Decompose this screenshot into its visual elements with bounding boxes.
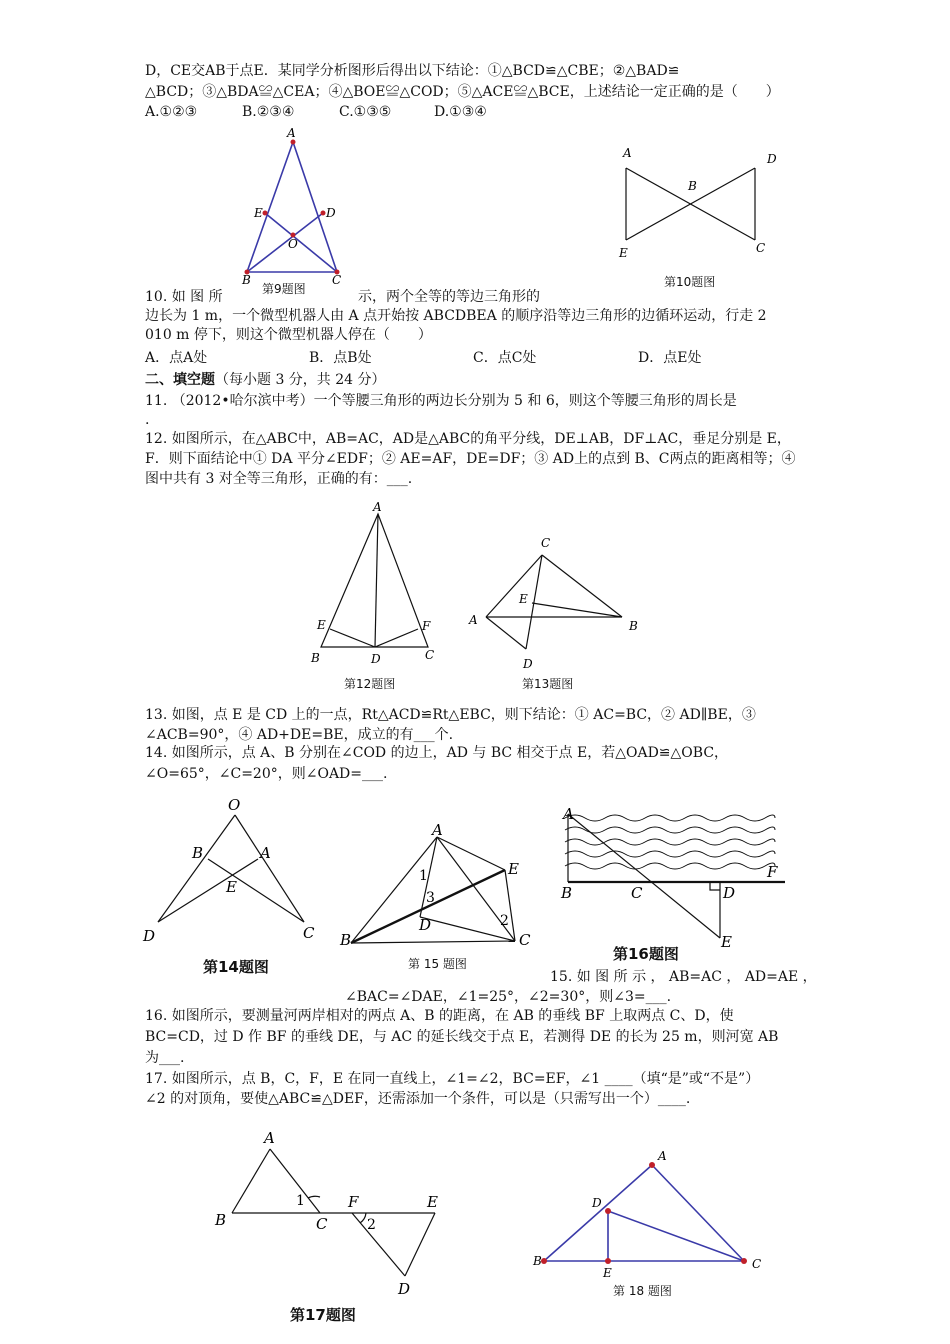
q13-segment-cd	[526, 555, 542, 649]
q10-line3: 010 m 停下，则这个微型机器人停在（ ）	[145, 327, 432, 343]
q13-line2: ∠ACB=90°，④ AD+DE=BE，成立的有___个.	[145, 727, 454, 743]
q9-label-b: B	[242, 273, 251, 287]
q9-line2: △BCD；③△BDA≌△CEA；④△BOE≌△COD；⑤△ACE≌△BCE，上述结论一定正确的是（ ）	[145, 84, 780, 100]
q17-label-angle1: 1	[296, 1193, 305, 1209]
q9-line1: D，CE交AB于点E．某同学分析图形后得出以下结论：①△BCD≌△CBE；②△BAD≌	[145, 63, 680, 79]
q17-label-f: F	[348, 1193, 359, 1211]
q9-point-a	[291, 140, 296, 145]
q12-label-d: D	[371, 652, 381, 666]
q16-label-b: B	[561, 884, 573, 902]
q14-ray-oc	[235, 815, 304, 922]
q17-line2: ∠2 的对顶角，要使△ABC≌△DEF，还需添加一个条件，可以是（只需写出一个）____.	[145, 1091, 691, 1107]
q16-segment-ae	[568, 814, 720, 938]
q13-segment-ad	[486, 617, 526, 649]
q17-angle2-arc	[360, 1213, 366, 1223]
q10-label-d: D	[767, 152, 777, 166]
q16-line1: 16. 如图所示，要测量河两岸相对的两点 A、B 的距离，在 AB 的垂线 BF 上取两点 C、D，使	[145, 1008, 734, 1024]
q16-label-a: A	[563, 805, 574, 823]
q17-figure	[210, 1125, 450, 1305]
q12-segment-df	[375, 629, 418, 647]
q10-caption: 第10题图	[664, 275, 716, 289]
q15-figure	[335, 822, 545, 957]
q18-figure	[530, 1150, 770, 1280]
q14-label-o: O	[228, 796, 241, 814]
q9-point-e	[263, 211, 268, 216]
q10-figure	[615, 140, 775, 270]
q18-label-c: C	[752, 1257, 762, 1271]
q15-label-c: C	[519, 931, 531, 949]
q18-label-a: A	[658, 1149, 667, 1163]
q12-triangle	[321, 514, 428, 647]
q12-caption: 第12题图	[344, 677, 396, 691]
q15-segment-bc	[351, 941, 515, 943]
q9-label-d: D	[326, 206, 336, 220]
q15-line1: 15. 如 图 所 示 ， AB=AC ， AD=AE ，	[550, 969, 817, 985]
q9-point-d	[321, 211, 326, 216]
q17-label-b: B	[215, 1211, 227, 1229]
q10-line2: 边长为 1 m，一个微型机器人由 A 点开始按 ABCDBEA 的顺序沿等边三角形的边循环运动，行走 2	[145, 308, 767, 324]
q10-label-b: B	[688, 179, 697, 193]
q10-options	[145, 348, 701, 368]
q12-segment-ad	[375, 514, 378, 647]
q18-label-b: B	[533, 1254, 542, 1268]
q12-line1: 12. 如图所示，在△ABC中，AB=AC，AD是△ABC的角平分线，DE⊥AB，DF⊥AC，垂足分别是 E，	[145, 431, 791, 447]
q18-segment-dc	[608, 1211, 744, 1261]
q17-label-a: A	[264, 1129, 275, 1147]
q10-option-c: C．点C处	[473, 350, 537, 366]
q16-river-waves	[565, 815, 775, 869]
q16-label-c: C	[631, 884, 643, 902]
q17-angle1-arc	[308, 1196, 320, 1198]
q10-label-a: A	[623, 146, 632, 160]
q10-label-c: C	[756, 241, 766, 255]
q12-label-b: B	[311, 651, 320, 665]
section2-note: （每小题 3 分，共 24 分）	[215, 372, 386, 388]
q9-label-o: O	[288, 237, 298, 251]
q9-option-d: D.①③④	[434, 104, 487, 120]
q10-label-e: E	[619, 246, 628, 260]
q14-line1: 14. 如图所示，点 A、B 分别在∠COD 的边上，AD 与 BC 相交于点 E，若△OAD≌△OBC，	[145, 745, 729, 761]
q11-line1: 11. （2012•哈尔滨中考）一个等腰三角形的两边长分别为 5 和 6，则这个等腰三角形的周长是	[145, 393, 737, 409]
q14-segment-da	[158, 859, 258, 922]
q13-caption: 第13题图	[522, 677, 574, 691]
q18-point-b	[541, 1258, 547, 1264]
q18-point-e	[605, 1258, 611, 1264]
q17-label-c: C	[316, 1215, 328, 1233]
q16-label-f: F	[767, 863, 778, 881]
q18-segment-ab	[544, 1165, 652, 1261]
q13-line1: 13. 如图，点 E 是 CD 上的一点，Rt△ACD≌Rt△EBC，则下结论：① AC=BC，② AD∥BE，③	[145, 707, 756, 723]
q12-figure	[305, 497, 445, 672]
q16-label-d: D	[723, 884, 736, 902]
q13-label-b: B	[629, 619, 638, 633]
q9-option-c: C.①③⑤	[339, 104, 392, 120]
q17-label-angle2: 2	[367, 1217, 376, 1233]
q13-figure	[465, 533, 645, 673]
q13-label-e: E	[519, 592, 528, 606]
q13-segment-eb	[532, 603, 622, 617]
q15-caption: 第 15 题图	[408, 957, 467, 971]
q10-option-a: A．点A处	[145, 350, 208, 366]
q15-label-e: E	[508, 860, 519, 878]
q18-label-e: E	[603, 1266, 612, 1280]
q18-point-d	[605, 1208, 611, 1214]
q14-label-b: B	[192, 844, 204, 862]
q10-option-b: B．点B处	[309, 350, 372, 366]
section2-title: 二、填空题	[145, 372, 215, 388]
q15-label-a: A	[432, 821, 443, 839]
q15-label-d: D	[419, 916, 432, 934]
q9-caption: 第9题图	[262, 282, 306, 296]
q15-segment-ae	[437, 837, 505, 870]
q9-label-e: E	[254, 206, 263, 220]
q14-label-a: A	[260, 844, 271, 862]
q9-option-b: B.②③④	[242, 104, 295, 120]
q17-segment-ed	[405, 1213, 435, 1276]
q10-option-d: D．点E处	[638, 350, 702, 366]
q12-line3: 图中共有 3 对全等三角形，正确的有：___.	[145, 471, 413, 487]
q9-label-c: C	[332, 273, 342, 287]
q18-segment-ac	[652, 1165, 744, 1261]
q17-segment-ac	[270, 1149, 320, 1213]
q16-caption: 第16题图	[613, 945, 679, 963]
q16-figure	[555, 800, 795, 955]
q18-point-c	[741, 1258, 747, 1264]
q17-segment-ab	[232, 1149, 270, 1213]
q16-label-e: E	[721, 933, 732, 951]
q16-right-angle	[710, 882, 720, 890]
section2-heading	[145, 370, 386, 390]
q16-line2: BC=CD，过 D 作 BF 的垂线 DE，与 AC 的延长线交于点 E，若测得 DE 的长为 25 m，则河宽 AB	[145, 1029, 779, 1045]
q13-label-a: A	[469, 613, 478, 627]
q17-label-d: D	[398, 1280, 411, 1298]
q12-label-c: C	[425, 648, 435, 662]
q10-line1-a: 10. 如 图 所	[145, 289, 223, 305]
q15-line2: ∠BAC=∠DAE，∠1=25°，∠2=30°，则∠3=___.	[345, 989, 672, 1005]
q18-label-d: D	[592, 1196, 602, 1210]
q12-label-f: F	[422, 619, 431, 633]
q14-figure	[140, 795, 330, 955]
q14-caption: 第14题图	[203, 958, 269, 976]
q16-line3: 为___.	[145, 1050, 185, 1066]
q15-label-b: B	[340, 931, 352, 949]
q17-label-e: E	[427, 1193, 438, 1211]
q18-point-a	[649, 1162, 655, 1168]
q18-caption: 第 18 题图	[613, 1284, 672, 1298]
q15-label-angle2: 2	[500, 913, 509, 929]
q13-segment-cb	[542, 555, 622, 617]
q14-segment-cb	[208, 859, 304, 922]
q14-label-d: D	[143, 927, 156, 945]
q14-label-c: C	[303, 924, 315, 942]
q12-label-e: E	[317, 618, 326, 632]
q15-label-angle1: 1	[419, 868, 428, 884]
q12-label-a: A	[373, 500, 382, 514]
q9-options	[145, 102, 487, 122]
q12-line2: F．则下面结论中① DA 平分∠EDF；② AE=AF，DE=DF；③ AD上的点到 B、C两点的距离相等；④	[145, 451, 796, 467]
q9-label-a: A	[287, 126, 296, 140]
q10-line1-b: 示，两个全等的等边三角形的	[358, 289, 540, 305]
q13-label-c: C	[541, 536, 551, 550]
q11-line2: .	[145, 412, 150, 428]
q9-option-a: A.①②③	[145, 104, 198, 120]
q17-line1: 17. 如图所示，点 B，C，F，E 在同一直线上，∠1=∠2，BC=EF，∠1 ____（填“是”或“不是”）	[145, 1071, 760, 1087]
q9-figure	[230, 125, 370, 295]
q15-label-angle3: 3	[426, 890, 435, 906]
q17-caption: 第17题图	[290, 1306, 356, 1324]
q9-segment-bd	[247, 213, 323, 272]
q12-segment-de	[330, 629, 375, 647]
q14-line2: ∠O=65°，∠C=20°，则∠OAD=___.	[145, 766, 388, 782]
q13-label-d: D	[523, 657, 533, 671]
q14-label-e: E	[226, 878, 237, 896]
